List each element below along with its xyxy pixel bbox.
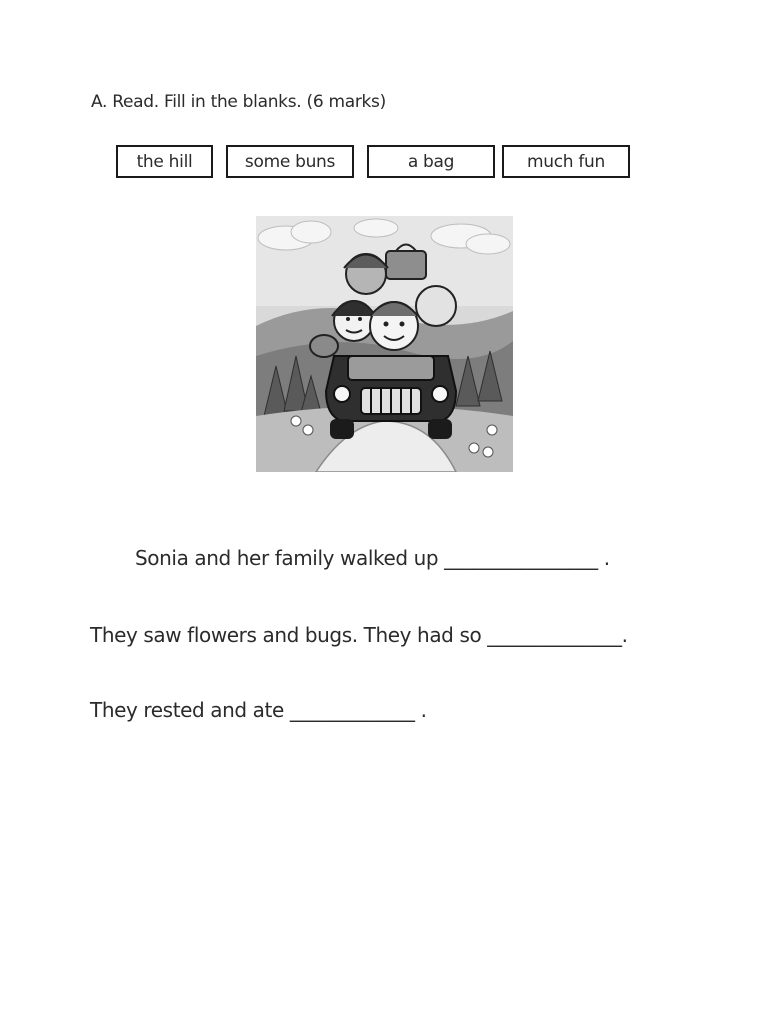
word-bank-item: much fun xyxy=(502,145,630,178)
word-bank-item: some buns xyxy=(226,145,354,178)
fill-blank-sentence: They rested and ate _____________ . xyxy=(90,698,427,722)
exercise-instruction: A. Read. Fill in the blanks. (6 marks) xyxy=(91,92,386,112)
fill-blank-sentence: Sonia and her family walked up ________________ . xyxy=(135,546,610,570)
fill-blank-sentence: They saw flowers and bugs. They had so ______________. xyxy=(90,623,628,647)
family-car-illustration xyxy=(256,216,513,472)
word-bank-item: the hill xyxy=(116,145,213,178)
word-bank-item: a bag xyxy=(367,145,495,178)
